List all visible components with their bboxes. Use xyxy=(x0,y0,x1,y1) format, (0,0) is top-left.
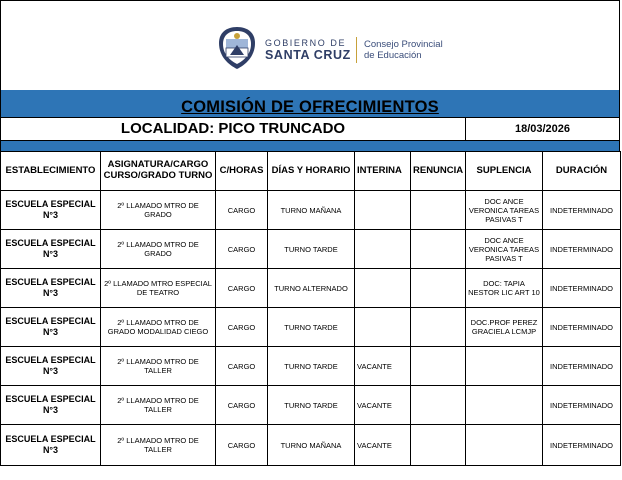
cell-asignatura: 2º LLAMADO MTRO DE GRADO MODALIDAD CIEGO xyxy=(101,308,216,347)
cell-horas: CARGO xyxy=(216,308,268,347)
locality-row xyxy=(0,117,620,141)
cell-duracion: INDETERMINADO xyxy=(543,191,621,230)
col-renuncia: RENUNCIA xyxy=(411,152,466,191)
cell-duracion: INDETERMINADO xyxy=(543,308,621,347)
cell-renuncia xyxy=(411,191,466,230)
col-dias: DÍAS Y HORARIO xyxy=(268,152,355,191)
table-row xyxy=(1,347,621,386)
cell-dias: TURNO TARDE xyxy=(268,230,355,269)
cell-interina: VACANTE xyxy=(355,347,411,386)
table-row xyxy=(1,269,621,308)
cell-establecimiento: ESCUELA ESPECIAL N°3 xyxy=(1,269,101,308)
cell-establecimiento: ESCUELA ESPECIAL N°3 xyxy=(1,386,101,425)
cell-suplencia: DOC ANCE VERONICA TAREAS PASIVAS T xyxy=(466,191,543,230)
cell-renuncia xyxy=(411,386,466,425)
council-line-1: Consejo Provincial xyxy=(364,39,443,50)
cell-renuncia xyxy=(411,347,466,386)
cell-horas: CARGO xyxy=(216,191,268,230)
page-title: COMISIÓN DE OFRECIMIENTOS xyxy=(181,98,439,116)
cell-asignatura: 2º LLAMADO MTRO DE TALLER xyxy=(101,425,216,466)
cell-renuncia xyxy=(411,425,466,466)
cell-interina xyxy=(355,308,411,347)
cell-establecimiento: ESCUELA ESPECIAL N°3 xyxy=(1,347,101,386)
cell-dias: TURNO MAÑANA xyxy=(268,191,355,230)
cell-dias: TURNO TARDE xyxy=(268,347,355,386)
cell-renuncia xyxy=(411,230,466,269)
document-date: 18/03/2026 xyxy=(514,123,571,135)
cell-horas: CARGO xyxy=(216,269,268,308)
cell-duracion: INDETERMINADO xyxy=(543,347,621,386)
cell-duracion: INDETERMINADO xyxy=(543,269,621,308)
cell-interina xyxy=(355,269,411,308)
col-establecimiento: ESTABLECIMIENTO xyxy=(1,152,101,191)
cell-asignatura: 2º LLAMADO MTRO ESPECIAL DE TEATRO xyxy=(101,269,216,308)
table-row xyxy=(1,386,621,425)
logo-divider xyxy=(356,37,357,63)
cell-establecimiento: ESCUELA ESPECIAL N°3 xyxy=(1,308,101,347)
document-header xyxy=(0,0,620,90)
cell-interina: VACANTE xyxy=(355,386,411,425)
cell-suplencia xyxy=(466,347,543,386)
cell-renuncia xyxy=(411,308,466,347)
title-band xyxy=(0,97,620,117)
cell-asignatura: 2º LLAMADO MTRO DE TALLER xyxy=(101,386,216,425)
government-line-2: SANTA CRUZ xyxy=(265,48,351,62)
separator-band xyxy=(0,141,620,151)
government-line-1: GOBIERNO DE xyxy=(265,38,347,48)
cell-suplencia xyxy=(466,425,543,466)
cell-dias: TURNO MAÑANA xyxy=(268,425,355,466)
cell-duracion: INDETERMINADO xyxy=(543,386,621,425)
col-suplencia: SUPLENCIA xyxy=(466,152,543,191)
cell-suplencia: DOC ANCE VERONICA TAREAS PASIVAS T xyxy=(466,230,543,269)
cell-horas: CARGO xyxy=(216,347,268,386)
cell-establecimiento: ESCUELA ESPECIAL N°3 xyxy=(1,425,101,466)
cell-interina: VACANTE xyxy=(355,425,411,466)
table-row xyxy=(1,230,621,269)
col-duracion: DURACIÓN xyxy=(543,152,621,191)
cell-asignatura: 2º LLAMADO MTRO DE TALLER xyxy=(101,347,216,386)
locality-label: LOCALIDAD: PICO TRUNCADO xyxy=(1,118,466,140)
cell-interina xyxy=(355,191,411,230)
col-asignatura: ASIGNATURA/CARGO CURSO/GRADO TURNO xyxy=(101,152,216,191)
cell-horas: CARGO xyxy=(216,425,268,466)
table-row xyxy=(1,191,621,230)
cell-establecimiento: ESCUELA ESPECIAL N°3 xyxy=(1,230,101,269)
cell-horas: CARGO xyxy=(216,386,268,425)
table-header-row xyxy=(1,152,621,191)
cell-suplencia: DOC: TAPIA NESTOR LIC ART 10 xyxy=(466,269,543,308)
cell-asignatura: 2º LLAMADO MTRO DE GRADO xyxy=(101,191,216,230)
cell-renuncia xyxy=(411,269,466,308)
cell-establecimiento: ESCUELA ESPECIAL N°3 xyxy=(1,191,101,230)
col-interina: INTERINA xyxy=(355,152,411,191)
table-row xyxy=(1,425,621,466)
cell-duracion: INDETERMINADO xyxy=(543,230,621,269)
cell-dias: TURNO ALTERNADO xyxy=(268,269,355,308)
table-row xyxy=(1,308,621,347)
offers-table xyxy=(0,151,621,466)
cell-duracion: INDETERMINADO xyxy=(543,425,621,466)
cell-horas: CARGO xyxy=(216,230,268,269)
cell-dias: TURNO TARDE xyxy=(268,308,355,347)
council-logo-text xyxy=(364,40,443,62)
council-line-2: de Educación xyxy=(364,49,422,61)
col-horas: C/HORAS xyxy=(216,152,268,191)
cell-suplencia xyxy=(466,386,543,425)
cell-interina xyxy=(355,230,411,269)
province-seal-icon xyxy=(217,26,257,70)
government-logo-text xyxy=(265,39,351,62)
cell-asignatura: 2º LLAMADO MTRO DE GRADO xyxy=(101,230,216,269)
cell-suplencia: DOC.PROF PEREZ GRACIELA LCMJP xyxy=(466,308,543,347)
cell-dias: TURNO TARDE xyxy=(268,386,355,425)
